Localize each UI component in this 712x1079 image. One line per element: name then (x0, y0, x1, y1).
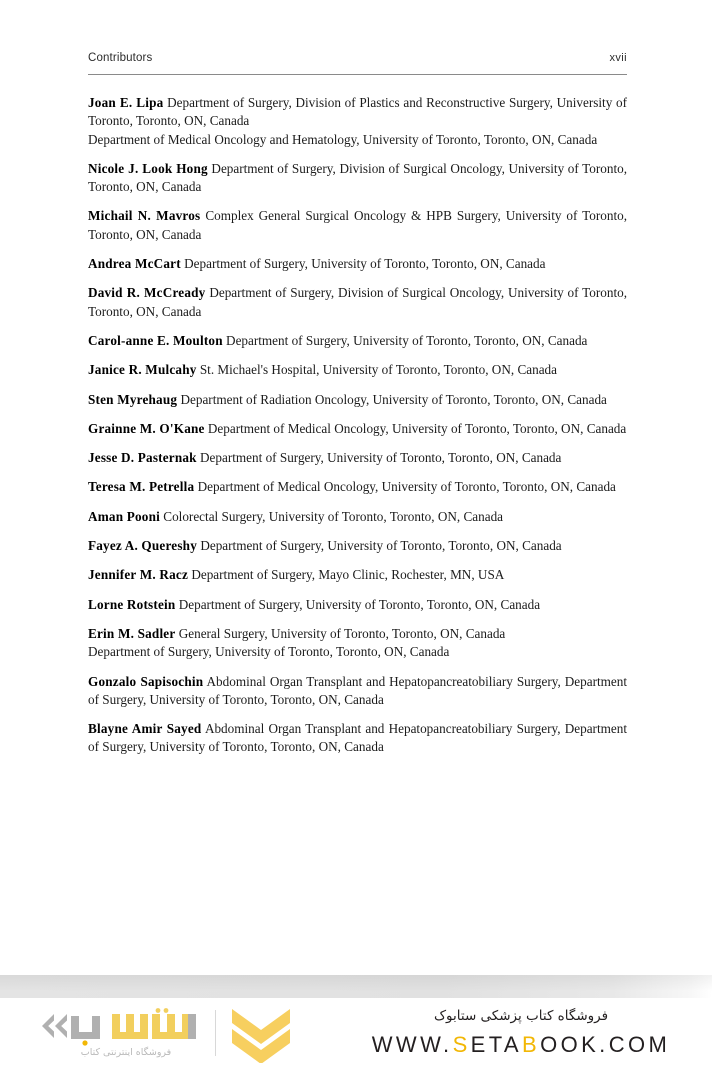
contributor-name: Nicole J. Look Hong (88, 160, 208, 176)
contributor-affiliation: Department of Surgery, Division of Surgical Oncology, University of Toronto, Toronto, ON, Canada (88, 160, 627, 195)
contributor-entry (88, 361, 627, 379)
contributor-name: Blayne Amir Sayed (88, 721, 202, 737)
contributor-primary-line (88, 94, 627, 131)
contributor-affiliation: Department of Surgery, Division of Plastics and Reconstructive Surgery, University of Toronto, Toronto, ON, Canada (88, 95, 627, 129)
contributor-primary-line (88, 361, 627, 379)
contributor-affiliation: Department of Surgery, Mayo Clinic, Rochester, MN, USA (191, 567, 505, 583)
contributor-entry (88, 94, 627, 149)
contributor-name: Janice R. Mulcahy (88, 362, 197, 378)
contributor-primary-line (88, 537, 627, 555)
contributor-affiliation: St. Michael's Hospital, University of Toronto, Toronto, ON, Canada (199, 362, 557, 378)
contributor-primary-line (88, 284, 627, 321)
contributor-name: Sten Myrehaug (88, 391, 178, 407)
contributor-affiliation: Department of Medical Oncology, University of Toronto, Toronto, ON, Canada (207, 420, 627, 436)
contributor-name: Gonzalo Sapisochin (88, 673, 204, 689)
contributor-affiliation: Department of Surgery, Division of Surgical Oncology, University of Toronto, Toronto, ON, Canada (88, 285, 628, 319)
contributor-primary-line (88, 207, 627, 244)
contributor-name: Andrea McCart (88, 256, 181, 272)
contributor-name: Grainne M. O'Kane (88, 420, 205, 436)
contributor-primary-line (88, 720, 627, 757)
contributor-affiliation: Department of Surgery, University of Toronto, Toronto, ON, Canada (88, 644, 450, 660)
contributor-entry (88, 673, 627, 710)
contributor-primary-line (88, 625, 627, 643)
contributor-affiliation: Department of Surgery, University of Toronto, Toronto, ON, Canada (178, 596, 541, 612)
contributor-entry (88, 508, 627, 526)
contributor-affiliation: Complex General Surgical Oncology & HPB Surgery, University of Toronto, Toronto, ON, Canada (88, 208, 627, 242)
contributor-affiliation: Department of Surgery, University of Toronto, Toronto, ON, Canada (200, 538, 562, 554)
setabook-logo (38, 1004, 296, 1074)
contributor-entry (88, 391, 627, 409)
running-head-title: Contributors (88, 52, 153, 64)
contributor-affiliation: Department of Medical Oncology, University of Toronto, Toronto, ON, Canada (197, 479, 616, 495)
contributor-affiliation: Abdominal Organ Transplant and Hepatopancreatobiliary Surgery, Department of Surgery, University of Toronto, Toronto, ON, Canada (88, 721, 627, 755)
contributor-primary-line (88, 160, 627, 197)
contributor-primary-line (88, 255, 627, 273)
contributor-name: Michail N. Mavros (88, 208, 201, 224)
contributor-entry (88, 625, 627, 662)
contributor-primary-line (88, 478, 627, 496)
contributor-affiliation: Abdominal Organ Transplant and Hepatopancreatobiliary Surgery, Department of Surgery, University of Toronto, Toronto, ON, Canada (88, 673, 628, 707)
contributor-extra-affiliation (88, 131, 627, 149)
setabook-tagline: فروشگاه کتاب پزشکی ستابوک (433, 1008, 609, 1024)
contributor-primary-line (88, 420, 627, 438)
contributor-primary-line (88, 391, 627, 409)
contributor-entry (88, 255, 627, 273)
contributor-entry (88, 720, 627, 757)
contributor-name: Lorne Rotstein (88, 596, 176, 612)
running-head (88, 52, 627, 64)
contributor-name: Aman Pooni (88, 508, 160, 524)
contributor-affiliation: Department of Radiation Oncology, University of Toronto, Toronto, ON, Canada (180, 391, 607, 407)
contributor-primary-line (88, 673, 627, 710)
contributor-affiliation: Colorectal Surgery, University of Toronto, Toronto, ON, Canada (163, 508, 504, 524)
contributor-affiliation: Department of Surgery, University of Toronto, Toronto, ON, Canada (200, 450, 562, 466)
contributor-affiliation: General Surgery, University of Toronto, Toronto, ON, Canada (178, 625, 506, 641)
contributor-name: Jesse D. Pasternak (88, 450, 197, 466)
contributor-entry (88, 207, 627, 244)
url-accent-s: S (452, 1032, 471, 1057)
contributor-name: Carol-anne E. Moulton (88, 332, 223, 348)
contributor-entry (88, 332, 627, 350)
contributors-list (88, 94, 627, 757)
url-accent-b: B (522, 1032, 541, 1057)
url-mid: ETA (470, 1032, 522, 1057)
url-suffix: OOK.COM (540, 1032, 671, 1057)
url-prefix: WWW. (371, 1032, 453, 1057)
contributor-name: Fayez A. Quereshy (88, 538, 198, 554)
setabook-watermark-footer (0, 998, 712, 1079)
logo-divider (215, 1010, 216, 1056)
setabook-url (356, 1032, 686, 1058)
setabook-site-info (356, 1006, 686, 1058)
contributor-entry (88, 420, 627, 438)
contributor-entry (88, 537, 627, 555)
footer-separator-shadow (0, 975, 712, 998)
contributor-primary-line (88, 332, 627, 350)
setabook-logo-subtitle: فروشگاه اینترنتی کتاب (80, 1047, 172, 1058)
contributor-affiliation: Department of Surgery, University of Toronto, Toronto, ON, Canada (226, 332, 588, 348)
contributor-primary-line (88, 596, 627, 614)
contributor-name: Joan E. Lipa (88, 95, 164, 110)
contributor-name: Teresa M. Petrella (88, 479, 195, 495)
contributor-entry (88, 160, 627, 197)
setabook-logo-wordmark (38, 1006, 204, 1046)
contributor-affiliation: Department of Medical Oncology and Hematology, University of Toronto, Toronto, ON, Canada (88, 131, 598, 147)
setabook-chevron-icon (230, 1007, 292, 1063)
contributor-entry (88, 284, 627, 321)
contributor-entry (88, 596, 627, 614)
contributor-entry (88, 566, 627, 584)
contributor-affiliation: Department of Surgery, University of Toronto, Toronto, ON, Canada (184, 256, 546, 272)
contributor-name: Jennifer M. Racz (88, 567, 189, 583)
contributor-extra-affiliation (88, 643, 627, 661)
contributor-primary-line (88, 508, 627, 526)
contributor-name: David R. McCready (88, 285, 206, 301)
contributor-primary-line (88, 566, 627, 584)
page-folio-number: xvii (609, 52, 627, 64)
contributor-name: Erin M. Sadler (88, 625, 176, 641)
running-head-rule (88, 74, 627, 75)
contributor-entry (88, 478, 627, 496)
contributor-primary-line (88, 449, 627, 467)
contributor-entry (88, 449, 627, 467)
